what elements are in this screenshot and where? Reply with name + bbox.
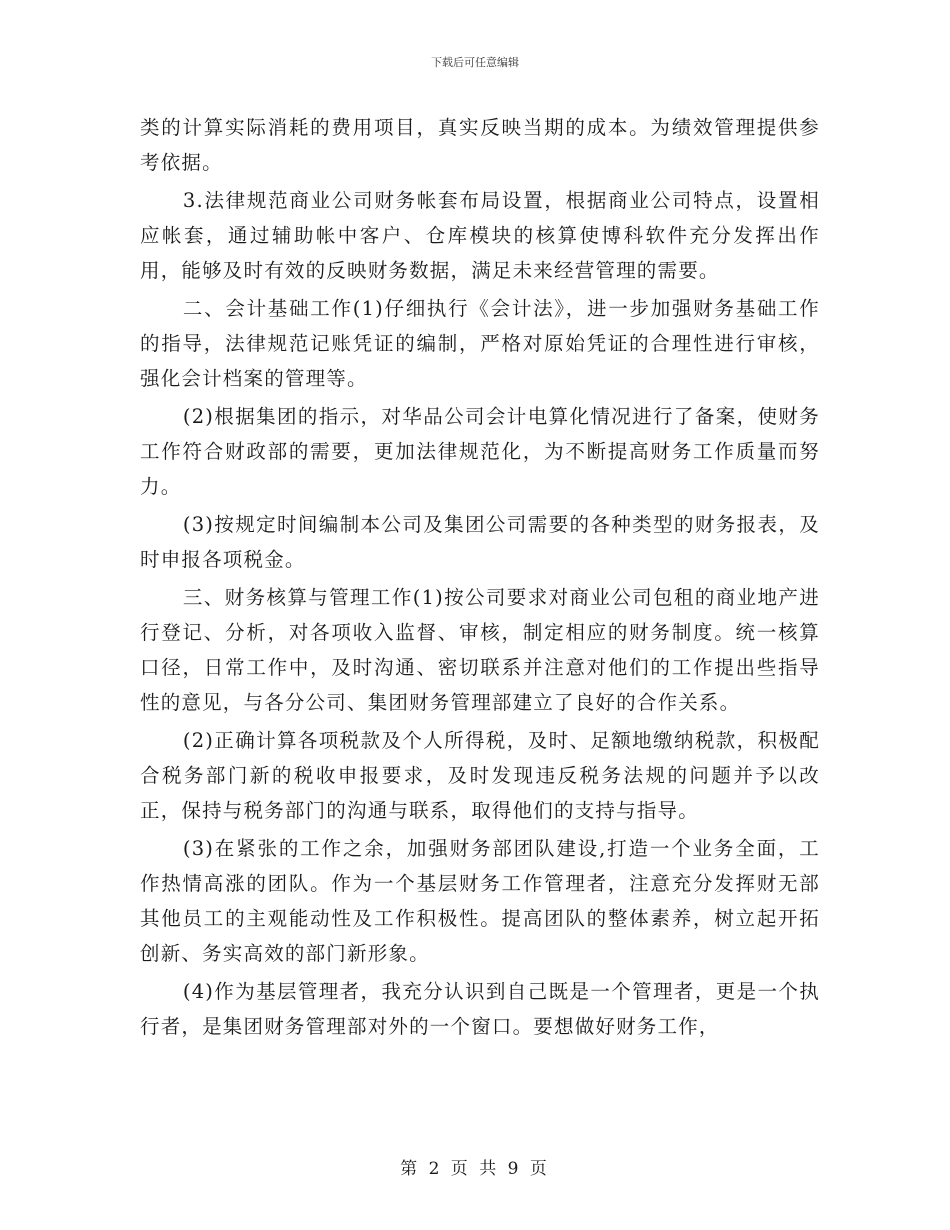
paragraph: 3.法律规范商业公司财务帐套布局设置，根据商业公司特点，设置相应帐套，通过辅助帐中客户、仓库模块的核算使博科软件充分发挥出作用，能够及时有效的反映财务数据，满足未来经营管理的需要。 [140, 189, 820, 282]
document-body [140, 110, 820, 1047]
paragraph: 三、财务核算与管理工作(1)按公司要求对商业公司包租的商业地产进行登记、分析，对各项收入监督、审核，制定相应的财务制度。统一核算口径，日常工作中，及时沟通、密切联系并注意对他们的工作提出些指导性的意见，与各分公司、集团财务管理部建立了良好的合作关系。 [140, 586, 820, 714]
page-header: 下载后可任意编辑 [431, 56, 519, 69]
page-footer: 第 2 页 共 9 页 [400, 1159, 550, 1179]
paragraph: 二、会计基础工作(1)仔细执行《会计法》，进一步加强财务基础工作的指导，法律规范记账凭证的编制，严格对原始凭证的合理性进行审核，强化会计档案的管理等。 [140, 297, 820, 390]
paragraph: (3)在紧张的工作之余，加强财务部团队建设,打造一个业务全面，工作热情高涨的团队。作为一个基层财务工作管理者，注意充分发挥财无部其他员工的主观能动性及工作积极性。提高团队的整体素养，树立起开拓创新、务实高效的部门新形象。 [140, 837, 820, 965]
paragraph-continuation: 类的计算实际消耗的费用项目，真实反映当期的成本。为绩效管理提供参考依据。 [140, 116, 820, 174]
paragraph: (4)作为基层管理者，我充分认识到自己既是一个管理者，更是一个执行者，是集团财务管理部对外的一个窗口。要想做好财务工作， [140, 980, 820, 1038]
paragraph: (2)正确计算各项税款及个人所得税，及时、足额地缴纳税款，积极配合税务部门新的税收申报要求，及时发现违反税务法规的问题并予以改正，保持与税务部门的沟通与联系，取得他们的支持与指导。 [140, 729, 820, 822]
paragraph: (2)根据集团的指示，对华品公司会计电算化情况进行了备案，使财务工作符合财政部的需要，更加法律规范化，为不断提高财务工作质量而努力。 [140, 405, 820, 498]
paragraph: (3)按规定时间编制本公司及集团公司需要的各种类型的财务报表，及时申报各项税金。 [140, 513, 820, 571]
